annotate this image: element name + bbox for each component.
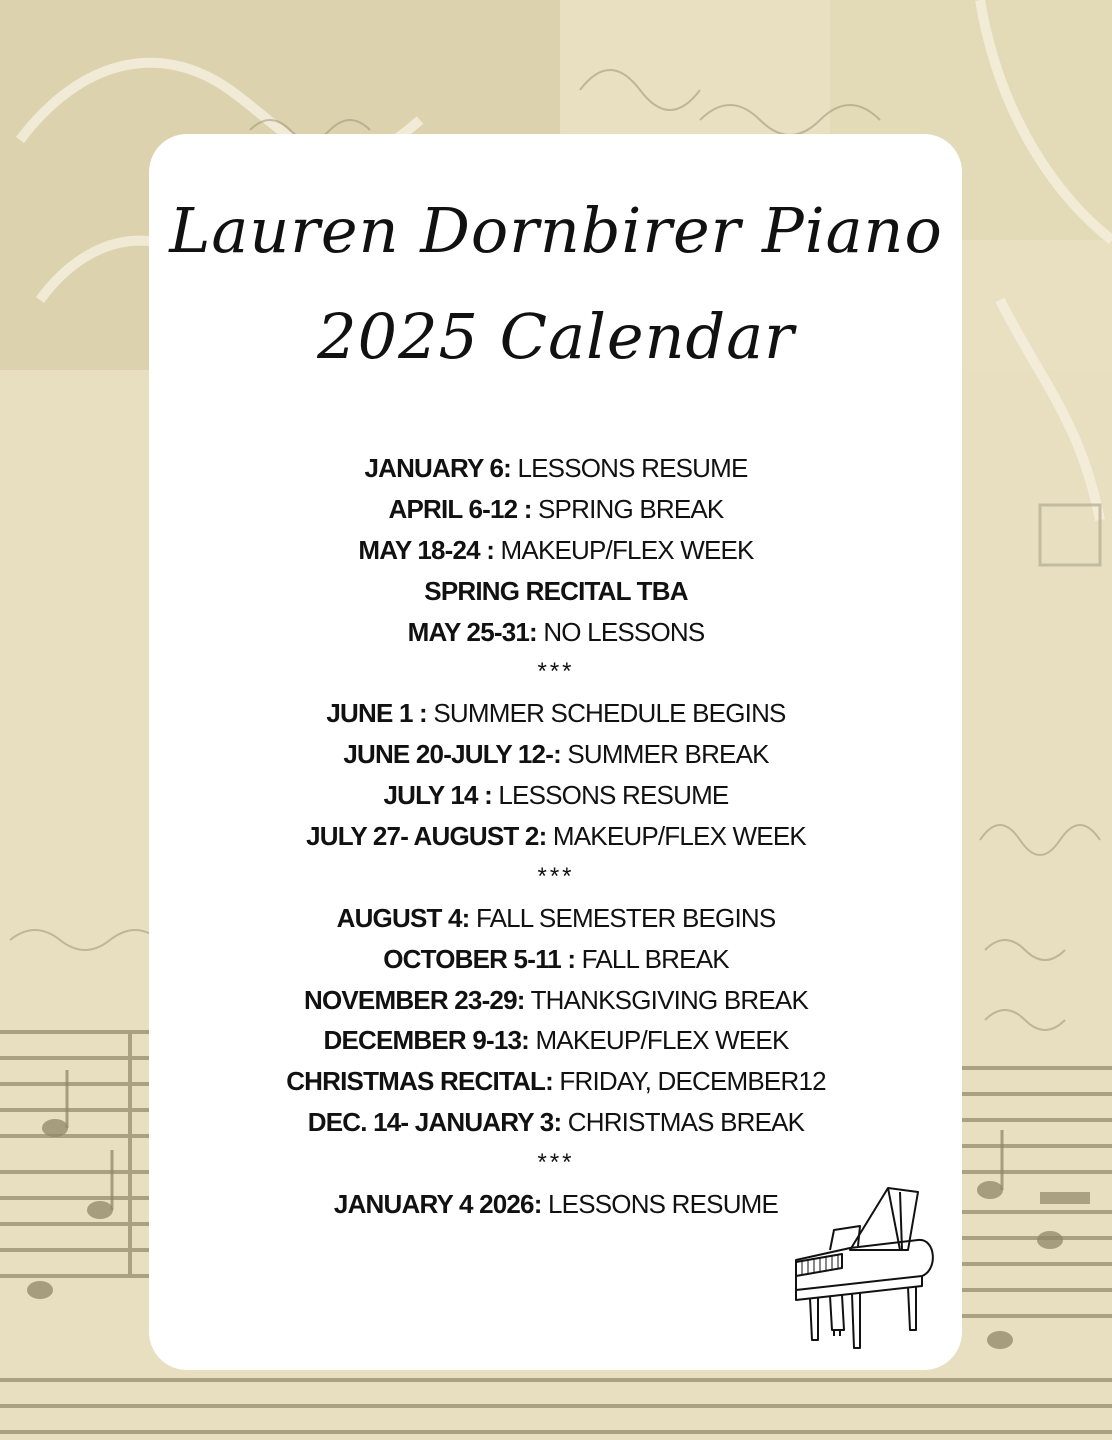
- entry-description: CHRISTMAS BREAK: [561, 1107, 805, 1138]
- entry-date: DECEMBER 9-13:: [323, 1025, 530, 1056]
- page-title: [0, 178, 1112, 390]
- calendar-entry: [0, 489, 1112, 530]
- entry-description: SUMMER SCHEDULE BEGINS: [426, 698, 786, 729]
- entry-description: MAKEUP/FLEX WEEK: [494, 534, 754, 565]
- entry-description: NO LESSONS: [536, 616, 705, 647]
- entry-date: JULY 27- AUGUST 2:: [306, 821, 547, 852]
- entry-date: MAY 18-24 :: [358, 534, 495, 565]
- title-line-1: Lauren Dornbirer Piano: [169, 194, 943, 267]
- entry-description: FRIDAY, DECEMBER12: [552, 1066, 826, 1097]
- calendar-entry: [0, 1184, 1112, 1225]
- calendar-entry: [0, 775, 1112, 816]
- entry-description: LESSONS RESUME: [541, 1189, 779, 1220]
- entry-description: FALL SEMESTER BEGINS: [469, 902, 776, 933]
- entry-description: FALL BREAK: [575, 943, 729, 974]
- entry-date: JUNE 20-JULY 12-:: [343, 739, 561, 770]
- calendar-entry: [0, 1102, 1112, 1143]
- entry-description: LESSONS RESUME: [491, 780, 729, 811]
- entry-date: OCTOBER 5-11 :: [383, 943, 576, 974]
- entry-date: SPRING RECITAL TBA: [424, 575, 688, 606]
- entry-description: SPRING BREAK: [531, 493, 724, 524]
- entry-date: JANUARY 4 2026:: [333, 1189, 542, 1220]
- section-separator: ***: [537, 658, 575, 686]
- entry-description: THANKSGIVING BREAK: [524, 984, 809, 1015]
- section-separator: ***: [537, 862, 575, 890]
- calendar-entry: [0, 980, 1112, 1021]
- calendar-entry: [0, 530, 1112, 571]
- section-separator: ***: [537, 1149, 575, 1177]
- title-line-2: 2025 Calendar: [317, 300, 795, 373]
- calendar-entry: [0, 448, 1112, 489]
- calendar-entry: [0, 1020, 1112, 1061]
- entry-description: MAKEUP/FLEX WEEK: [529, 1025, 789, 1056]
- calendar-entry: [0, 898, 1112, 939]
- calendar-list: [0, 448, 1112, 1225]
- entry-date: AUGUST 4:: [336, 902, 470, 933]
- entry-date: MAY 25-31:: [407, 616, 537, 647]
- calendar-entry: [0, 939, 1112, 980]
- entry-description: LESSONS RESUME: [511, 453, 748, 483]
- entry-date: APRIL 6-12 :: [388, 493, 532, 524]
- entry-date: DEC. 14- JANUARY 3:: [307, 1107, 562, 1138]
- calendar-entry: [0, 612, 1112, 653]
- calendar-entry: [0, 816, 1112, 857]
- calendar-entry: [0, 571, 1112, 612]
- entry-description: MAKEUP/FLEX WEEK: [546, 821, 806, 852]
- entry-date: JULY 14 :: [383, 780, 492, 811]
- calendar-entry: [0, 1061, 1112, 1102]
- entry-description: SUMMER BREAK: [560, 739, 769, 770]
- entry-date: CHRISTMAS RECITAL:: [286, 1066, 553, 1097]
- grand-piano-icon: [790, 1180, 940, 1360]
- calendar-entry: [0, 734, 1112, 775]
- entry-date: NOVEMBER 23-29:: [303, 984, 525, 1015]
- entry-date: JUNE 1 :: [326, 698, 427, 729]
- calendar-entry: [0, 693, 1112, 734]
- entry-date: JANUARY 6:: [364, 453, 512, 483]
